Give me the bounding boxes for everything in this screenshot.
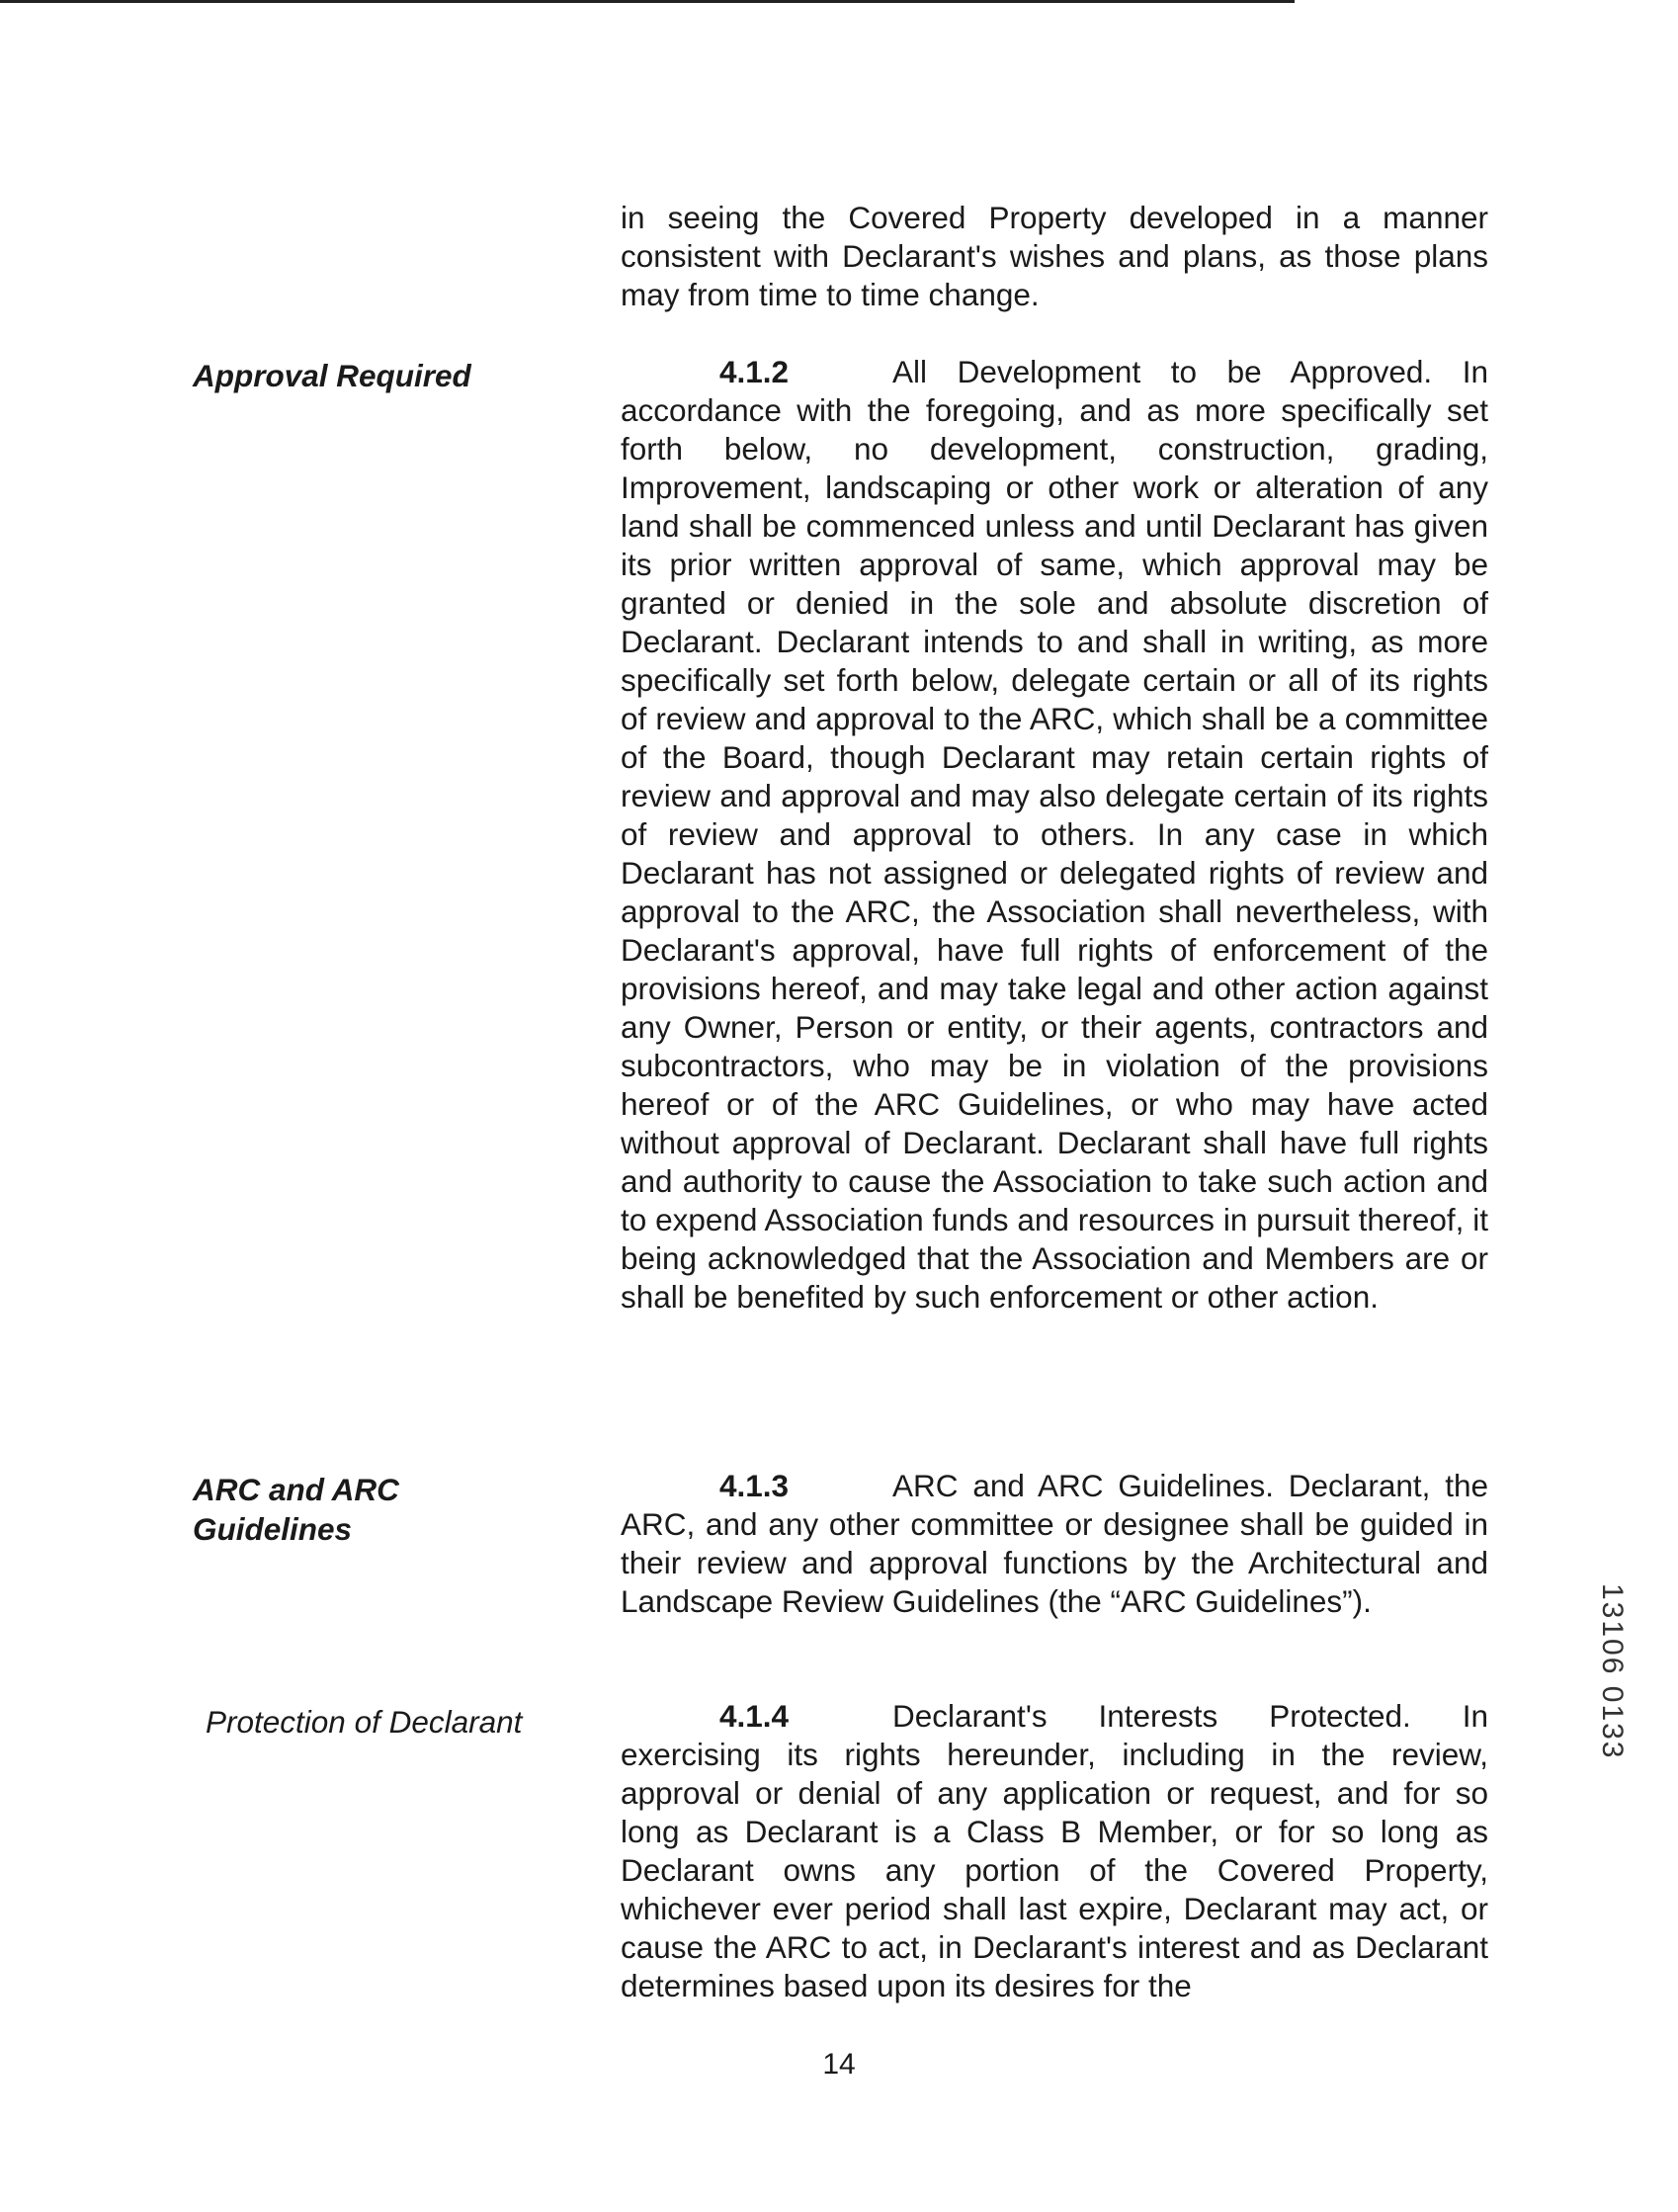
section-text: Declarant's Interests Protected. In exercising its rights hereunder, including in the review, approval or denial of any application or request, and for so long as Declarant is a Class B Member, or for so long as Declarant owns any portion of the Covered Property, whichever ever period shall last expire, Declarant may act, or cause the ARC to act, in Declarant's interest and as Declarant determines based upon its desires for the — [621, 1698, 1488, 2003]
side-heading-protection-of-declarant: Protection of Declarant — [206, 1704, 523, 1740]
margin-stamp: 13106 0133 — [1596, 1583, 1629, 1760]
section-text: All Development to be Approved. In accordance with the foregoing, and as more specifically set forth below, no development, construction, grading, Improvement, landscaping or other work or alteration of any land shall be commenced unless and until Declarant has given its prior written approval of same, which approval may be granted or denied in the sole and absolute discretion of Declarant. Declarant intends to and shall in writing, as more specifically set forth below, delegate certain or all of its rights of review and approval to the ARC, which shall be a committee of the Board, though Declarant may retain certain rights of review and approval and may also delegate certain of its rights of review and approval to others. In any case in which Declarant has not assigned or delegated rights of review and approval to the ARC, the Association shall nevertheless, with Declarant's approval, have full rights of enforcement of the provisions hereof, and may take legal and other action against any Owner, Person or entity, or their agents, contractors and subcontractors, who may be in violation of the provisions hereof or of the ARC Guidelines, or who may have acted without approval of Declarant. Declarant shall have full rights and authority to cause the Association to take such action and to expend Association funds and resources in pursuit thereof, it being acknowledged that the Association and Members are or shall be benefited by such enforcement or other action. — [621, 354, 1488, 1315]
section-4-1-4 — [621, 1697, 1488, 2005]
intro-paragraph: in seeing the Covered Property developed in a manner consistent with Declarant's wishes and plans, as those plans may from time to time change. — [621, 200, 1488, 312]
section-number: 4.1.4 — [719, 1698, 790, 1734]
top-border-line — [0, 0, 1295, 3]
side-heading-approval-required: Approval Required — [193, 358, 471, 393]
section-number: 4.1.2 — [719, 354, 790, 389]
section-number: 4.1.3 — [719, 1468, 790, 1503]
side-heading-arc-guidelines: ARC and ARC Guidelines — [193, 1472, 399, 1547]
page-number: 14 — [822, 2048, 856, 2081]
section-4-1-2 — [621, 353, 1488, 1317]
section-text: ARC and ARC Guidelines. Declarant, the ARC, and any other committee or designee shall be guided in their review and approval functions by the Architectural and Landscape Review Guidelines (the “ARC Guidelines”). — [621, 1468, 1488, 1619]
section-4-1-3 — [621, 1467, 1488, 1621]
